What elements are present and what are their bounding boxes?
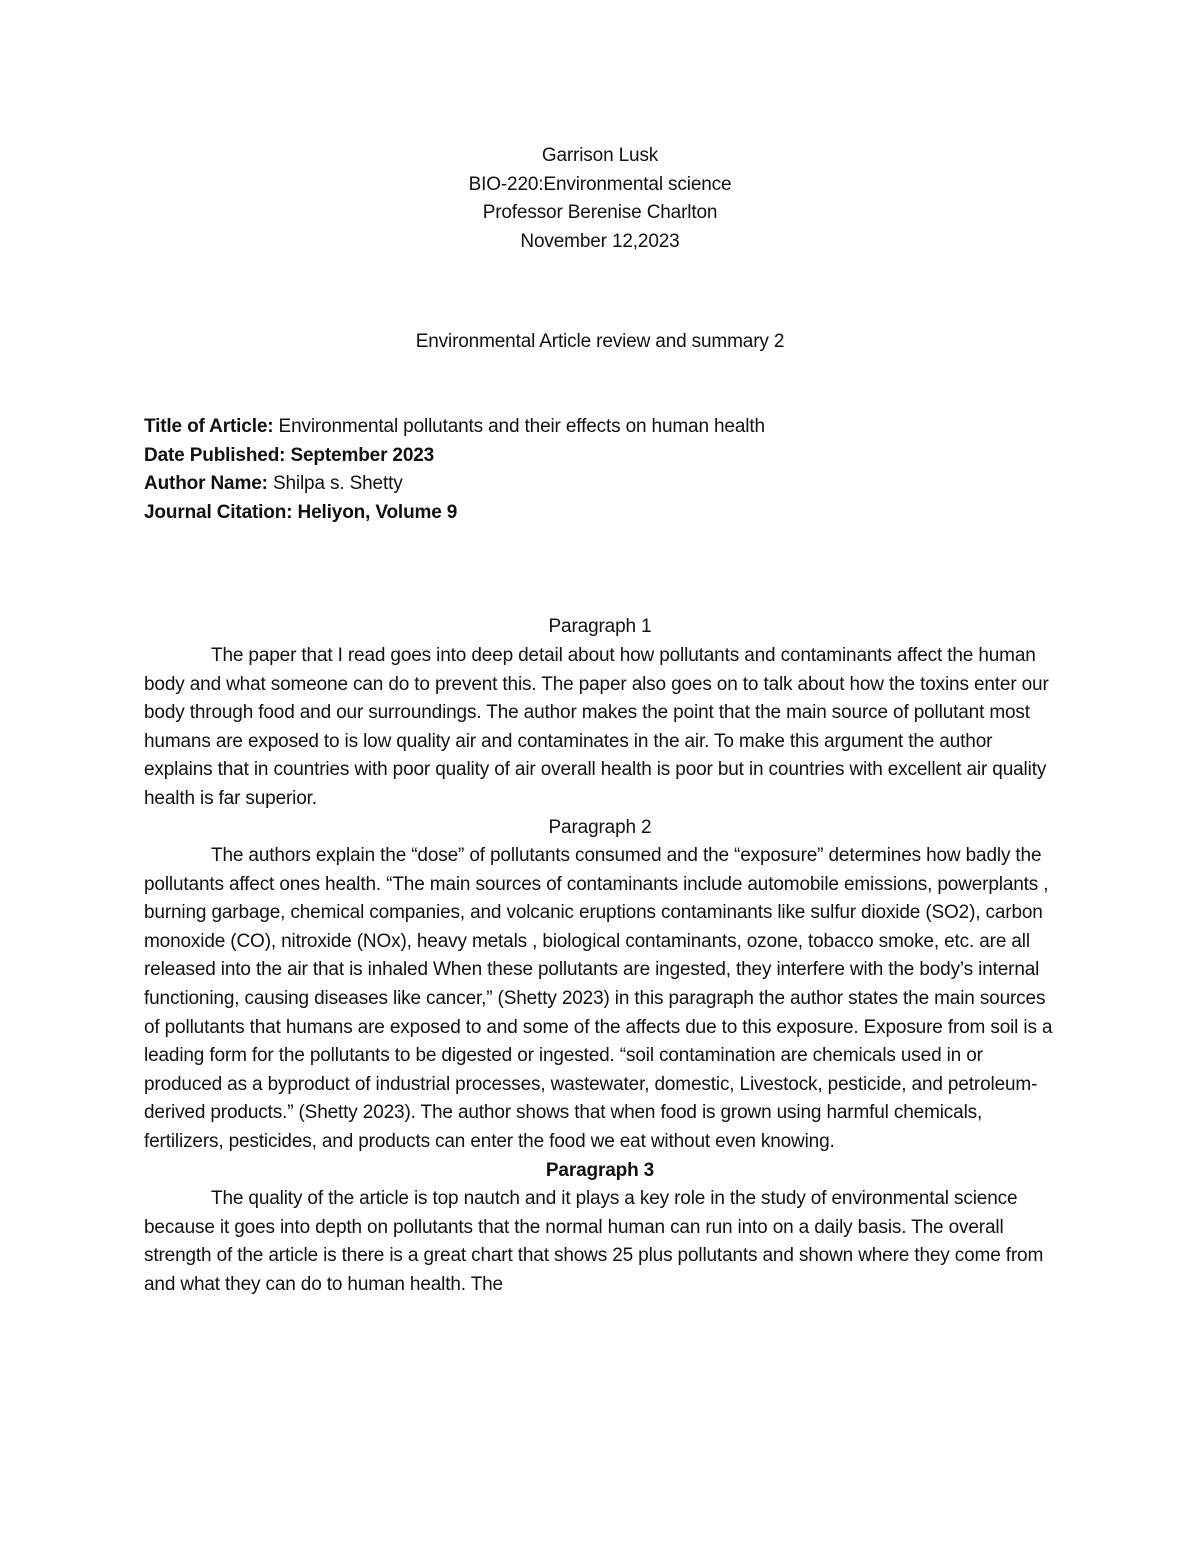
date-published-label: Date Published: <box>144 444 286 466</box>
article-info <box>144 413 1056 527</box>
student-name: Garrison Lusk <box>541 145 659 166</box>
paragraph-text: The quality of the article is top nautch and it plays a key role in the study of environmental science because it goes into depth on pollutants that the normal human can run into on a daily basis. The overall strength of the article is there is a great chart that shows 25 plus pollutants and shown where they come from and what they can do to human health. The <box>144 1188 1044 1295</box>
paragraph-section-1 <box>144 613 1056 813</box>
journal-citation-value: Heliyon, Volume 9 <box>292 501 458 523</box>
paragraph-heading: Paragraph 3 <box>545 1159 655 1181</box>
paragraph-text: The paper that I read goes into deep detail about how pollutants and contaminants affect the human body and what someone can do to prevent this. The paper also goes on to talk about how the toxins enter our body through food and our surroundings. The author makes the point that the main source of pollutant most humans are exposed to is low quality air and contaminates in the air. To make this argument the author explains that in countries with poor quality of air overall health is poor but in countries with excellent air quality health is far superior. <box>144 644 1049 809</box>
author-name-value: Shilpa s. Shetty <box>267 473 403 495</box>
journal-citation-label: Journal Citation: <box>144 501 293 523</box>
document-body <box>144 142 1056 1300</box>
article-title-label: Title of Article: <box>144 415 274 437</box>
article-title-value: Environmental pollutants and their effects on human health <box>273 415 765 437</box>
professor-name: Professor Berenise Charlton <box>482 202 718 224</box>
document-title: Environmental Article review and summary 2 <box>415 331 785 353</box>
author-name-row <box>144 470 1056 499</box>
journal-citation-row <box>144 499 1056 528</box>
paragraph-section-3 <box>144 1157 1056 1300</box>
submission-date: November 12,2023 <box>520 230 680 252</box>
date-published-value: September 2023 <box>285 444 435 466</box>
paragraph-heading: Paragraph 1 <box>548 616 652 638</box>
date-published-row <box>144 442 1056 471</box>
paragraph-text: The authors explain the “dose” of pollutants consumed and the “exposure” determines how badly the pollutants affect ones health. “The main sources of contaminants include automobile emissions, powerplants , burning garbage, chemical companies, and volcanic eruptions contaminants like sulfur dioxide (SO2), carbon monoxide (CO), nitroxide (NOx), heavy metals , biological contaminants, ozone, tobacco smoke, etc. are all released into the air that is inhaled When these pollutants are ingested, they interfere with the body’s internal functioning, causing diseases like cancer,” (Shetty 2023) in this paragraph the author states the main sources of pollutants that humans are exposed to and some of the affects due to this exposure. Exposure from soil is a leading form for the pollutants to be digested or ingested. “soil contamination are chemicals used in or produced as a byproduct of industrial processes, wastewater, domestic, Livestock, pesticide, and petroleum-derived products.” (Shetty 2023). The author shows that when food is grown using harmful chemicals, fertilizers, pesticides, and products can enter the food we eat without even knowing. <box>144 845 1053 1153</box>
author-name-label: Author Name: <box>144 473 268 495</box>
article-title-row <box>144 413 1056 442</box>
spacer <box>144 527 1056 613</box>
paragraph-heading: Paragraph 2 <box>548 816 652 838</box>
course-name: BIO-220:Environmental science <box>468 173 732 195</box>
paragraph-section-2 <box>144 814 1056 1157</box>
spacer <box>144 256 1056 328</box>
header-block <box>144 142 1056 256</box>
spacer <box>144 357 1056 413</box>
